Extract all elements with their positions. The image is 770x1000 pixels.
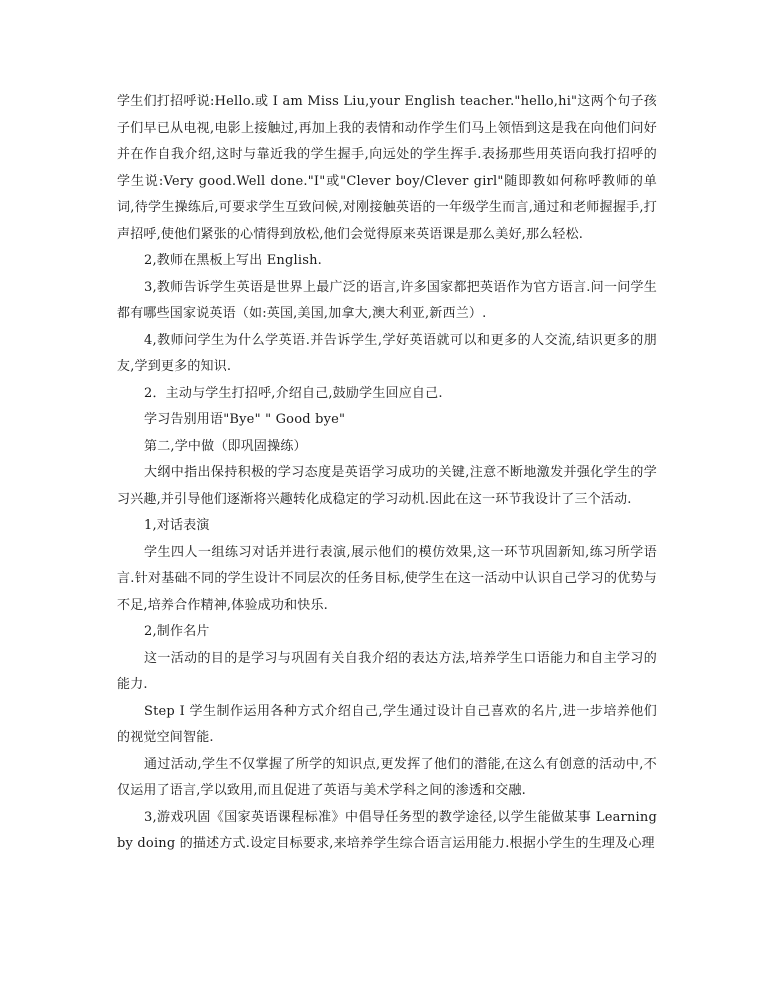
paragraph-step-3: 3,教师告诉学生英语是世界上最广泛的语言,许多国家都把英语作为官方语言.问一问学生都有哪些国家说英语（如:英国,美国,加拿大,澳大利亚,新西兰）. [117, 279, 657, 321]
paragraph-game: 3,游戏巩固《国家英语课程标准》中倡导任务型的教学途径,以学生能做某事 Learning by doing 的描述方式.设定目标要求,来培养学生综合语言运用能力.根据小学生的生理及心理 [117, 809, 657, 851]
paragraph-activity-outcome: 通过活动,学生不仅掌握了所学的知识点,更发挥了他们的潜能,在这么有创意的活动中,不仅运用了语言,学以致用,而且促进了英语与美术学科之间的渗透和交融. [117, 756, 657, 798]
section-heading-practice: 第二,学中做（即巩固操练） [144, 438, 307, 454]
paragraph-step-2: 2,教师在黑板上写出 English. [144, 253, 323, 268]
activity-heading-name-card: 2,制作名片 [144, 624, 210, 639]
document-body [117, 89, 657, 858]
paragraph-greeting: 学生们打招呼说:Hello.或 I am Miss Liu,your English teacher."hello,hi"这两个句子孩子们早已从电视,电影上接触过,再加上我的表情和动作学生们马上领悟到这是我在向他们问好并在作自我介绍,这时与靠近我的学生握手,向远处的学生挥手.表扬那些用英语向我打招呼的学生说:Very good.Well done."I"或"Clever boy/Clever girl"随即教如何称呼教师的单词,待学生操练后,可要求学生互致问候,对刚接触英语的一年级学生而言,通过和老师握握手,打声招呼,使他们紧张的心情得到放松,他们会觉得原来英语课是那么美好,那么轻松. [117, 94, 657, 242]
paragraph-greet-students: 2．主动与学生打招呼,介绍自己,鼓励学生回应自己. [144, 385, 443, 401]
paragraph-step-4: 4,教师问学生为什么学英语.并告诉学生,学好英语就可以和更多的人交流,结识更多的朋友,学到更多的知识. [117, 332, 657, 374]
paragraph-step-i: Step I 学生制作运用各种方式介绍自己,学生通过设计自己喜欢的名片,进一步培养他们的视觉空间智能. [117, 703, 657, 745]
paragraph-name-card-purpose: 这一活动的目的是学习与巩固有关自我介绍的表达方法,培养学生口语能力和自主学习的能力. [117, 650, 657, 692]
paragraph-goodbye: 学习告别用语"Bye" " Good bye" [144, 412, 346, 427]
paragraph-syllabus: 大纲中指出保持积极的学习态度是英语学习成功的关键,注意不断地激发并强化学生的学习兴趣,并引导他们逐渐将兴趣转化成稳定的学习动机.因此在这一环节我设计了三个活动. [117, 465, 657, 507]
activity-heading-dialogue: 1,对话表演 [144, 518, 210, 533]
paragraph-dialogue: 学生四人一组练习对话并进行表演,展示他们的模仿效果,这一环节巩固新知,练习所学语言.针对基础不同的学生设计不同层次的任务目标,使学生在这一活动中认识自己学习的优势与不足,培养合作精神,体验成功和快乐. [117, 544, 657, 613]
